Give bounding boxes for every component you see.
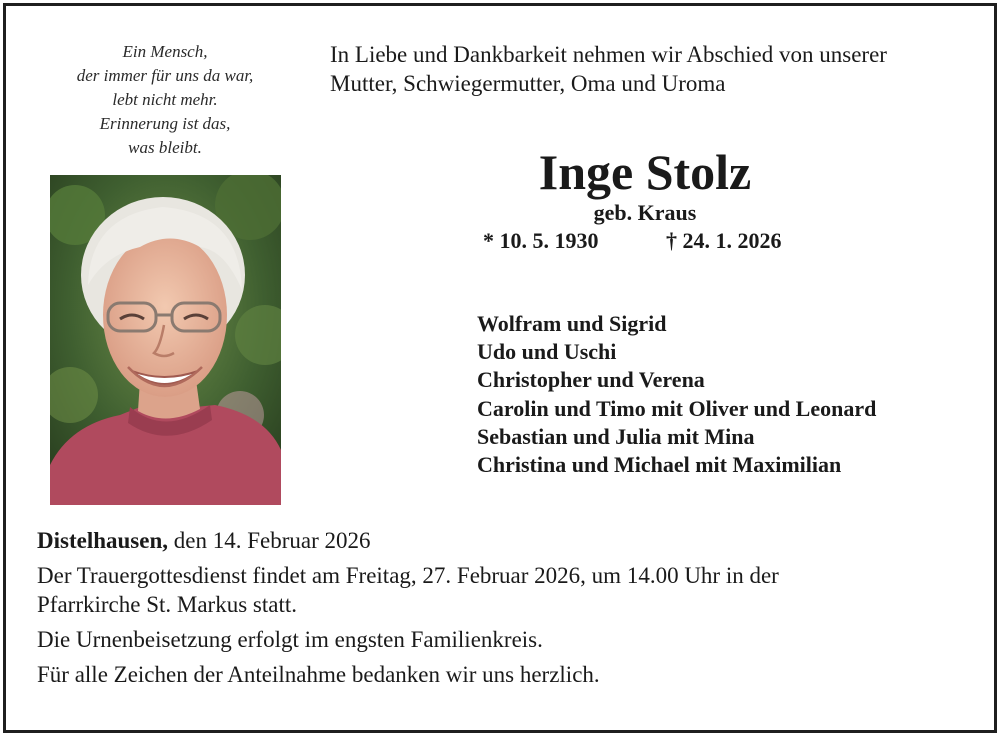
mourner-entry: Wolfram und Sigrid — [477, 311, 667, 336]
place-date-line — [37, 526, 977, 555]
poem-line: Ein Mensch, — [122, 42, 208, 61]
service-info-line1: Der Trauergottesdienst findet am Freitag, 27. Februar 2026, um 14.00 Uhr in der — [37, 563, 779, 588]
portrait-photo — [50, 175, 281, 505]
birth-name: geb. Kraus — [593, 200, 697, 225]
notice-date: den 14. Februar 2026 — [173, 528, 371, 553]
mourner-entry: Christina und Michael mit Maximilian — [477, 452, 842, 478]
intro-line: Mutter, Schwiegermutter, Oma und Uroma — [330, 71, 726, 96]
deceased-name: Inge Stolz — [538, 144, 752, 200]
thanks-note: Für alle Zeichen der Anteilnahme bedanken wir uns herzlich. — [37, 662, 600, 687]
portrait-illustration — [50, 175, 281, 505]
death-date: † 24. 1. 2026 — [666, 228, 782, 253]
poem-line: lebt nicht mehr. — [112, 90, 218, 109]
memorial-poem — [40, 40, 290, 160]
mourner-entry: Sebastian und Julia mit Mina — [477, 423, 755, 449]
service-info-line2: Pfarrkirche St. Markus statt. — [37, 592, 297, 617]
burial-info: Die Urnenbeisetzung erfolgt im engsten Familienkreis. — [37, 627, 543, 652]
poem-line: was bleibt. — [128, 138, 202, 157]
place-name: Distelhausen, — [37, 528, 168, 553]
intro-text — [330, 40, 980, 98]
mourner-entry: Christopher und Verena — [477, 367, 705, 393]
poem-line: Erinnerung ist das, — [99, 114, 231, 133]
poem-line: der immer für uns da war, — [76, 66, 254, 85]
birth-date: * 10. 5. 1930 — [483, 228, 599, 253]
mourner-entry: Carolin und Timo mit Oliver und Leonard — [477, 395, 877, 421]
intro-line: In Liebe und Dankbarkeit nehmen wir Abschied von unserer — [330, 42, 887, 67]
notice-details — [37, 526, 977, 689]
mourner-entry: Udo und Uschi — [477, 339, 617, 365]
mourners-list — [477, 310, 876, 479]
